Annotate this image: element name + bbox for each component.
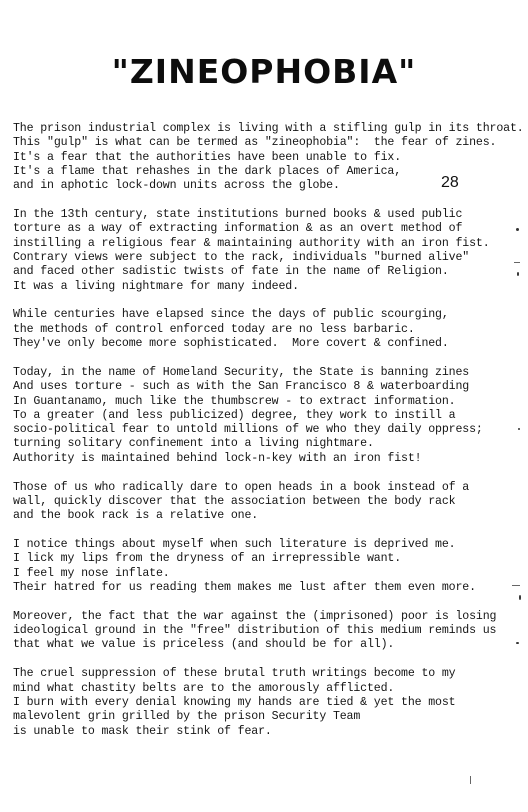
- text-line: Contrary views were subject to the rack, individuals "burned alive": [13, 250, 470, 264]
- text-line: Today, in the name of Homeland Security, the State is banning zines: [13, 365, 470, 379]
- text-line: Their hatred for us reading them makes me lust after them even more.: [13, 580, 476, 594]
- speckle-mark: [514, 262, 520, 263]
- paragraph-1: [13, 122, 523, 193]
- text-line: torture as a way of extracting information & as an overt method of: [13, 222, 463, 236]
- paragraph-7: [13, 610, 523, 653]
- speckle-mark: [516, 228, 519, 231]
- text-line: turning solitary confinement into a living nightmare.: [13, 437, 374, 451]
- text-line: They've only become more sophisticated. More covert & confined.: [13, 337, 449, 351]
- text-line: and faced other sadistic twists of fate in the name of Religion.: [13, 265, 449, 279]
- text-line: that what we value is priceless (and should be for all).: [13, 638, 395, 652]
- text-line: wall, quickly discover that the association between the body rack: [13, 494, 456, 508]
- paragraph-6: [13, 538, 523, 595]
- speckle-mark: [512, 585, 520, 586]
- paragraph-2: [13, 208, 523, 294]
- speckle-mark: [518, 428, 520, 430]
- text-line: I burn with every denial knowing my hands are tied & yet the most: [13, 695, 456, 709]
- text-line: instilling a religious fear & maintaining authority with an iron fist.: [13, 236, 490, 250]
- text-line: Moreover, the fact that the war against the (imprisoned) poor is losing: [13, 609, 497, 623]
- paragraph-8: [13, 667, 523, 738]
- text-line: Those of us who radically dare to open heads in a book instead of a: [13, 480, 470, 494]
- text-line: I notice things about myself when such literature is deprived me.: [13, 538, 456, 552]
- page-number: 28: [441, 174, 459, 191]
- text-line: I feel my nose inflate.: [13, 566, 170, 580]
- text-line: ideological ground in the "free" distribution of this medium reminds us: [13, 624, 497, 638]
- speckle-mark: [516, 642, 519, 644]
- text-line: mind what chastity belts are to the amorously afflicted.: [13, 681, 395, 695]
- text-line: To a greater (and less publicized) degree, they work to instill a: [13, 408, 456, 422]
- speckle-mark: [517, 272, 519, 276]
- article-body: [13, 122, 523, 753]
- text-line: socio-political fear to untold millions of we who they daily oppress;: [13, 423, 483, 437]
- text-line: This "gulp" is what can be termed as "zineophobia": the fear of zines.: [13, 136, 497, 150]
- text-line: I lick my lips from the dryness of an irrepressible want.: [13, 552, 402, 566]
- text-line: the methods of control enforced today are no less barbaric.: [13, 322, 415, 336]
- text-line: While centuries have elapsed since the days of public scourging,: [13, 308, 449, 322]
- text-line: is unable to mask their stink of fear.: [13, 724, 272, 738]
- text-line: And uses torture - such as with the San Francisco 8 & waterboarding: [13, 380, 470, 394]
- text-line: It's a flame that rehashes in the dark places of America,: [13, 164, 402, 178]
- text-line: and the book rack is a relative one.: [13, 509, 259, 523]
- text-line: Authority is maintained behind lock-n-key with an iron fist!: [13, 451, 422, 465]
- page-title: "ZINEOPHOBIA": [111, 52, 417, 91]
- text-line: The prison industrial complex is living with a stifling gulp in its throat.: [13, 122, 524, 135]
- text-line: The cruel suppression of these brutal truth writings become to my: [13, 667, 456, 681]
- speckle-mark: [470, 776, 471, 784]
- paragraph-3: [13, 308, 523, 351]
- text-line: In the 13th century, state institutions burned books & used public: [13, 208, 463, 222]
- text-line: It was a living nightmare for many indeed.: [13, 279, 299, 293]
- text-line: malevolent grin grilled by the prison Security Team: [13, 710, 361, 724]
- paragraph-5: [13, 481, 523, 524]
- text-line: It's a fear that the authorities have been unable to fix.: [13, 150, 402, 164]
- speckle-mark: [519, 595, 521, 600]
- text-line: and in aphotic lock-down units across the globe.: [13, 179, 340, 193]
- paragraph-4: [13, 366, 523, 466]
- text-line: In Guantanamo, much like the thumbscrew - to extract information.: [13, 394, 456, 408]
